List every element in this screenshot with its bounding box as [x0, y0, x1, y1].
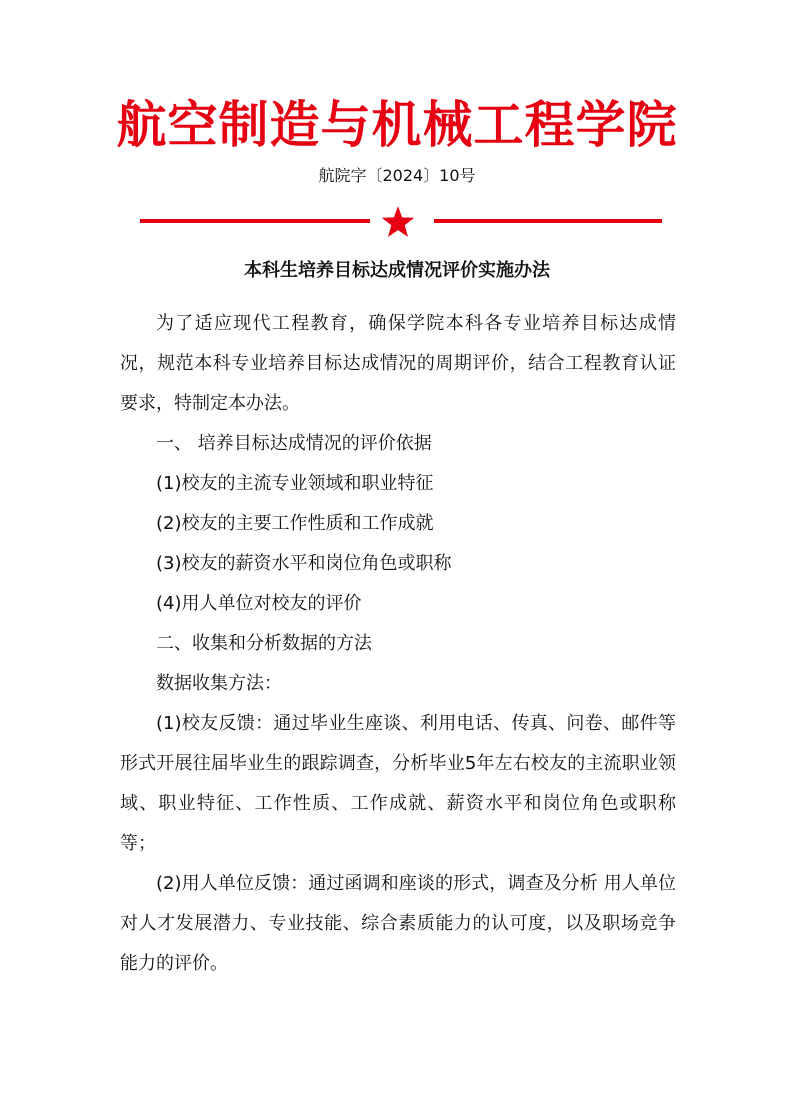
list-item: (4)用人单位对校友的评价 — [156, 593, 362, 614]
section-heading-2: 二、收集和分析数据的方法 — [156, 633, 372, 654]
document-title: 本科生培养目标达成情况评价实施办法 — [244, 260, 550, 281]
list-item: (2)校友的主要工作性质和工作成就 — [156, 513, 434, 534]
star-icon — [381, 205, 415, 239]
divider-line-right — [434, 219, 662, 223]
list-item: (1)校友的主流专业领域和职业特征 — [156, 473, 434, 494]
subheading: 数据收集方法： — [156, 673, 282, 694]
organization-header-title: 航空制造与机械工程学院 — [116, 96, 678, 154]
method-paragraph: (2)用人单位反馈：通过函调和座谈的形式，调查及分析 用人单位对人才发展潜力、专业技能、综合素质能力的认可度，以及职场竞争能力的评价。 — [120, 873, 676, 974]
divider-line-left — [140, 219, 370, 223]
document-body — [120, 304, 676, 984]
intro-paragraph: 为了适应现代工程教育，确保学院本科各专业培养目标达成情况，规范本科专业培养目标达成情况的周期评价，结合工程教育认证要求，特制定本办法。 — [120, 313, 676, 414]
list-item: (3)校友的薪资水平和岗位角色或职称 — [156, 553, 452, 574]
header-divider — [140, 205, 662, 239]
section-heading-1: 一、 培养目标达成情况的评价依据 — [156, 433, 432, 454]
method-paragraph: (1)校友反馈：通过毕业生座谈、利用电话、传真、问卷、邮件等形式开展往届毕业生的跟踪调查，分析毕业5年左右校友的主流职业领域、职业特征、工作性质、工作成就、薪资水平和岗位角色或职称等； — [120, 713, 676, 854]
document-number: 航院字〔2024〕10号 — [318, 166, 476, 185]
